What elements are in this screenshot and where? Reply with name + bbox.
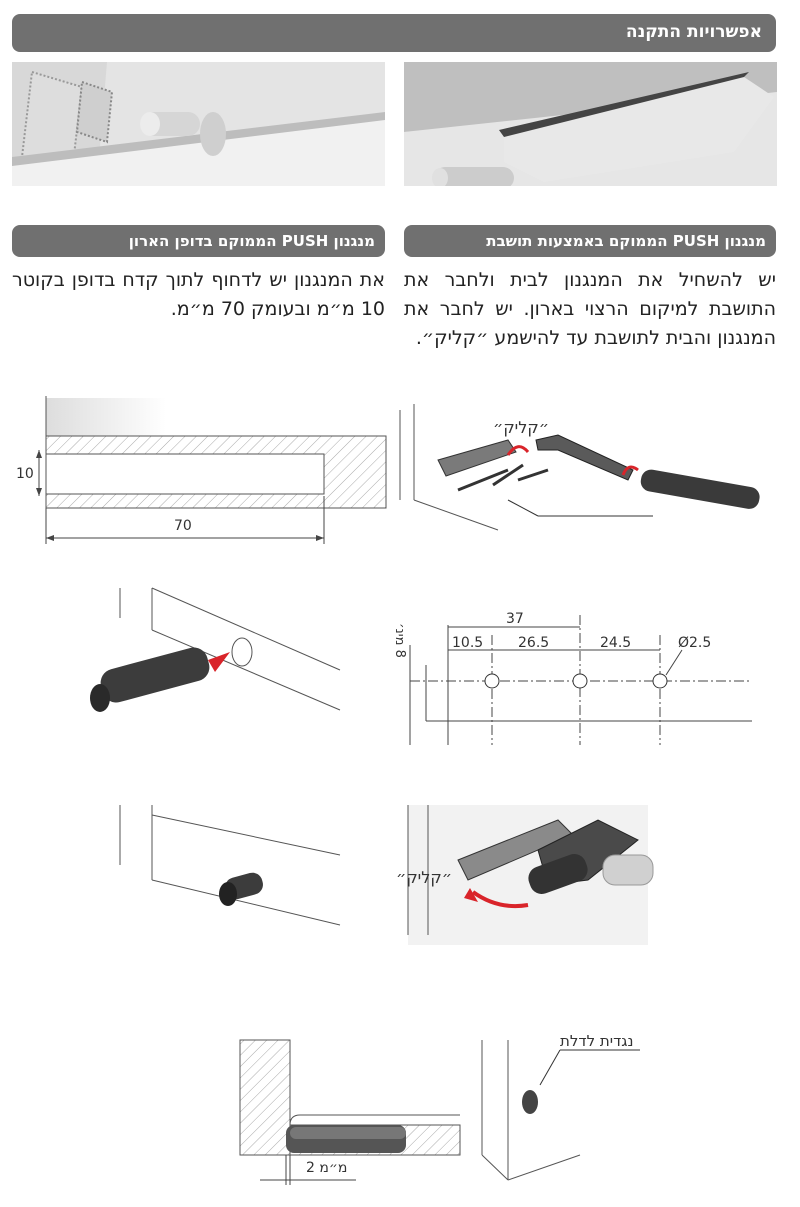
bracket-assembly-diagram: [398, 400, 778, 540]
bracket-click-diagram: [398, 800, 778, 950]
right-section-title: מנגנון PUSH הממוקם באמצעות תושבת: [486, 232, 766, 250]
spacing-d3-label: 24.5: [600, 635, 632, 651]
door-clearance-diagram: [220, 1030, 660, 1195]
spacing-dimension-diagram: [391, 605, 780, 755]
left-section-header: [12, 225, 385, 257]
spacing-d2-label: 26.5: [518, 635, 550, 651]
depth-label: 70: [174, 518, 192, 534]
min-distance-label: 8 מינ׳: [391, 623, 407, 658]
spacing-total-label: 37: [506, 611, 524, 627]
door-stop-label: נגדית לדלת: [560, 1032, 634, 1050]
diameter-label: 10: [16, 466, 34, 482]
section-title: אפשרויות התקנה: [625, 22, 762, 42]
installed-in-wall-diagram: [110, 800, 390, 940]
hole-dimension-diagram: [14, 392, 394, 552]
click-label-2: ״קליק״: [396, 868, 452, 887]
right-section-header: [404, 225, 776, 257]
gap-label: 2 מ״מ: [306, 1160, 348, 1176]
left-section-description: את המנגנון יש לדחוף לתוך קדח בדופן בקוטר 10 מ״מ ובעומק 70 מ״מ.: [12, 269, 385, 320]
bracket-photo: [404, 62, 777, 186]
side-wall-photo: [12, 62, 385, 186]
right-section-description: יש להשחיל את המנגנון לבית ולחבר את התושבת למיקום הרצוי בארון. יש לחבר את המנגנון והבית לתושבת עד להישמע ״קליק״.: [404, 269, 776, 349]
spacing-d1-label: 10.5: [452, 635, 484, 651]
push-into-hole-diagram: [60, 580, 390, 730]
click-label-1: ״קליק״: [493, 418, 549, 437]
section-header: [12, 14, 776, 52]
hole-diameter-label: Ø2.5: [678, 635, 712, 651]
left-section-title: מנגנון PUSH הממוקם בדופן הארון: [128, 232, 375, 250]
